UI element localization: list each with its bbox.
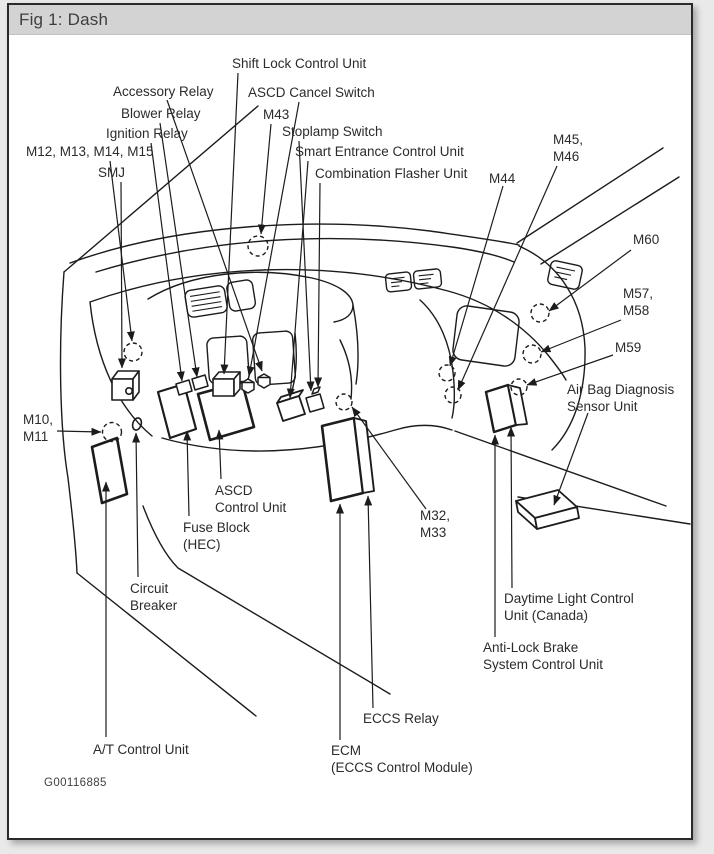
label-ecm-eccs-control-module: ECM (ECCS Control Module) <box>331 743 473 775</box>
label-m44: M44 <box>489 171 516 186</box>
label-eccs-relay: ECCS Relay <box>363 711 439 726</box>
label-blower-relay: Blower Relay <box>121 106 201 121</box>
label-fuse-block-hec: Fuse Block (HEC) <box>183 520 250 552</box>
label-m12-m13-m14-m15: M12, M13, M14, M15 <box>26 144 154 159</box>
label-m59: M59 <box>615 340 642 355</box>
label-anti-lock-brake-control-unit: Anti-Lock Brake System Control Unit <box>483 640 604 672</box>
figure-code: G00116885 <box>44 777 107 789</box>
label-combination-flasher-unit: Combination Flasher Unit <box>315 166 468 181</box>
label-circuit-breaker: Circuit Breaker <box>130 581 178 613</box>
label-m57-m58: M57, M58 <box>623 286 654 318</box>
label-ignition-relay: Ignition Relay <box>106 126 188 141</box>
label-ascd-cancel-switch: ASCD Cancel Switch <box>248 85 375 100</box>
label-m32-m33: M32, M33 <box>420 508 451 540</box>
label-m43: M43 <box>263 107 290 122</box>
label-m45-m46: M45, M46 <box>553 132 584 164</box>
label-m60: M60 <box>633 232 660 247</box>
figure-title-bar <box>9 5 691 35</box>
label-ascd-control-unit: ASCD Control Unit <box>215 483 287 515</box>
figure-window <box>7 3 693 840</box>
label-stoplamp-switch: Stoplamp Switch <box>282 124 383 139</box>
label-smart-entrance-control-unit: Smart Entrance Control Unit <box>295 144 464 159</box>
figure-title: Fig 1: Dash <box>19 9 109 29</box>
label-shift-lock-control-unit: Shift Lock Control Unit <box>232 56 367 71</box>
label-daytime-light-control-unit: Daytime Light Control Unit (Canada) <box>504 591 634 623</box>
label-smj: SMJ <box>98 165 125 180</box>
label-at-control-unit: A/T Control Unit <box>93 742 189 757</box>
label-airbag-diagnosis-sensor-unit: Air Bag Diagnosis Sensor Unit <box>567 382 675 414</box>
label-m10-m11: M10, M11 <box>23 412 54 444</box>
label-accessory-relay: Accessory Relay <box>113 84 214 99</box>
